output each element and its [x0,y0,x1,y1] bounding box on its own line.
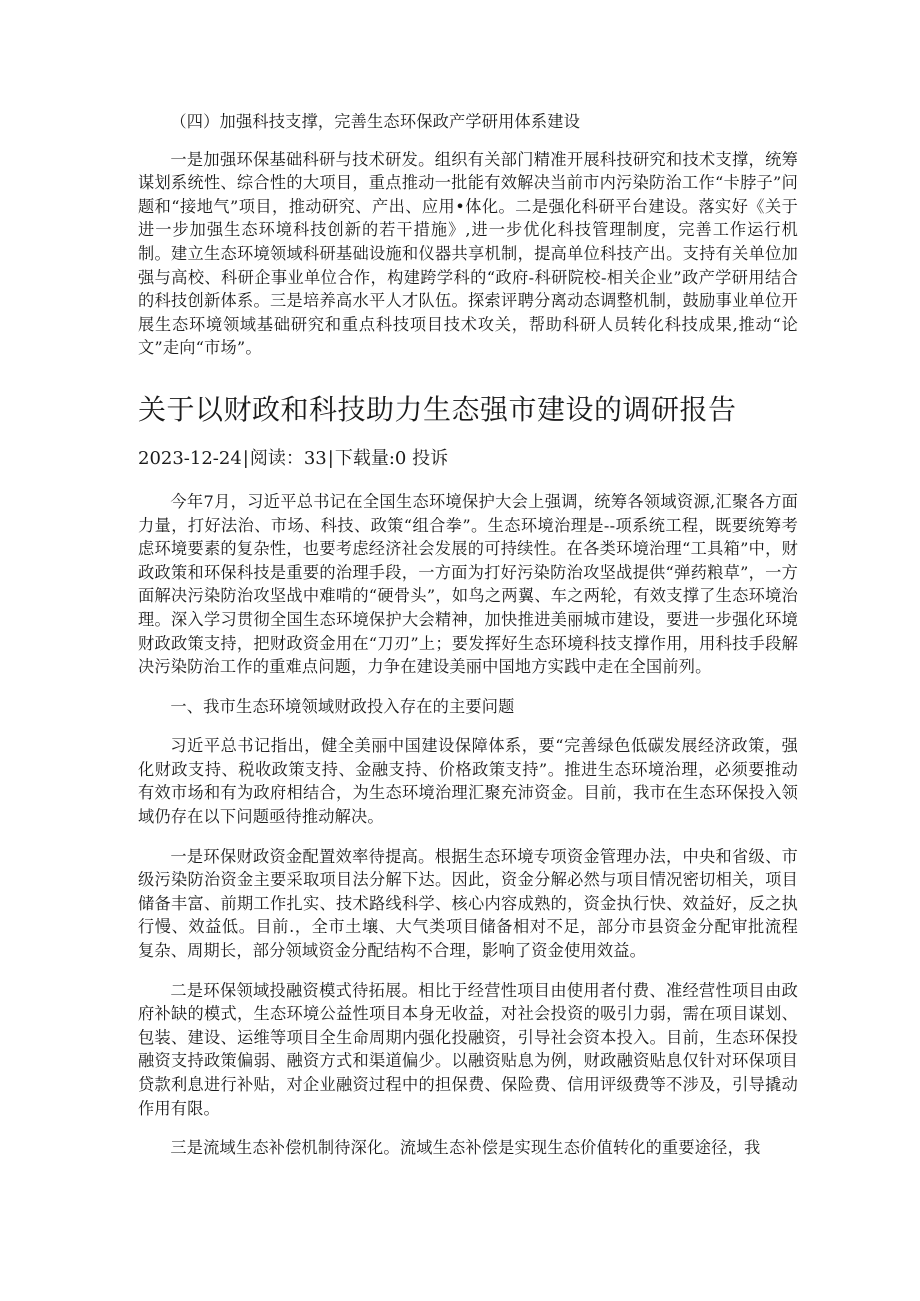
downloads-count: 0 [394,447,407,469]
publish-date: 2023-12-24 [138,447,242,469]
document-body [138,110,798,1160]
downloads-label: 下载量: [334,447,395,469]
article-title: 关于以财政和科技助力生态强市建设的调研报告 [138,392,737,426]
article-meta [138,446,798,472]
paragraph: 一是环保财政资金配置效率待提高。根据生态环境专项资金管理办法，中央和省级、市级污染防治资金主要采取项目法分解下达。因此，资金分解必然与项目情况密切相关，项目储备丰富、前期工作扎实、技术路线科学、核心内容成熟的，资金执行快、效益好，反之执行慢、效益低。目前.，全市土壤、大气类项目储备相对不足，部分市县资金分配审批流程复杂、周期长，部分领域资金分配结构不合理，影响了资金使用效益。 [138,846,798,961]
section-heading: 一、我市生态环境领域财政投入存在的主要问题 [170,696,515,716]
paragraph: 今年7月，习近平总书记在全国生态环境保护大会上强调，统筹各领域资源,汇聚各方面力量，打好法治、市场、科技、政策“组合拳”。生态环境治理是--项系统工程，既要统筹考虑环境要素的复杂性，也要考虑经济社会发展的可持续性。在各类环境治理“工具箱”中，财政政策和环保科技是重要的治理手段，一方面为打好污染防治攻坚战提供“弹药粮草”，一方面解决污染防治攻坚战中难啃的“硬骨头”，如鸟之两翼、车之两轮，有效支撑了生态环境治理。深入学习贯彻全国生态环境保护大会精神，加快推进美丽城市建设，要进一步强化环境财政政策支持，把财政资金用在“刀刃”上；要发挥好生态环境科技支撑作用，用科技手段解决污染防治工作的重难点问题，力争在建设美丽中国地方实践中走在全国前列。 [138,491,798,677]
reads-count: 33 [303,447,327,469]
reads-label: 阅读： [249,447,304,469]
meta-separator: | [327,447,334,469]
paragraph: 二是环保领域投融资模式待拓展。相比于经营性项目由使用者付费、准经营性项目由政府补缺的模式，生态环境公益性项目本身无收益，对社会投资的吸引力弱，需在项目谋划、包装、建设、运维等项目全生命周期内强化投融资，引导社会资本投入。目前，生态环保投融资支持政策偏弱、融资方式和渠道偏少。以融资贴息为例，财政融资贴息仅针对环保项目贷款利息进行补贴，对企业融资过程中的担保费、保险费、信用评级费等不涉及，引导撬动作用有限。 [138,980,798,1118]
report-link[interactable]: 投诉 [412,447,449,469]
paragraph: 习近平总书记指出，健全美丽中国建设保障体系，要“完善绿色低碳发展经济政策，强化财政支持、税收政策支持、金融支持、价格政策支持”。推进生态环境治理，必须要推动有效市场和有为政府相结合，为生态环境治理汇聚充沛资金。目前，我市在生态环保投入领域仍存在以下问题亟待推动解决。 [138,736,798,827]
paragraph: 一是加强环保基础科研与技术研发。组织有关部门精准开展科技研究和技术支撑，统筹谋划系统性、综合性的大项目，重点推动一批能有效解决当前市内污染防治工作“卡脖子”问题和“接地气”项目，推动研究、产出、应用•体化。二是强化科研平台建设。落实好《关于进一步加强生态环境科技创新的若干措施》,进一步优化科技管理制度，完善工作运行机制。建立生态环境领域科研基础设施和仪器共享机制，提高单位科技产出。支持有关单位加强与高校、科研企事业单位合作，构建跨学科的“政府-科研院校-相关企业”政产学研用结合的科技创新体系。三是培养高水平人才队伍。探索评聘分离动态调整机制，鼓励事业单位开展生态环境领域基础研究和重点科技项目技术攻关，帮助科研人员转化科技成果,推动“论文”走向“市场”。 [138,149,798,358]
paragraph: 三是流域生态补偿机制待深化。流域生态补偿是实现生态价值转化的重要途径，我 [170,1138,761,1158]
meta-separator: | [242,447,249,469]
section-heading: （四）加强科技支撑，完善生态环保政产学研用体系建设 [170,112,581,131]
